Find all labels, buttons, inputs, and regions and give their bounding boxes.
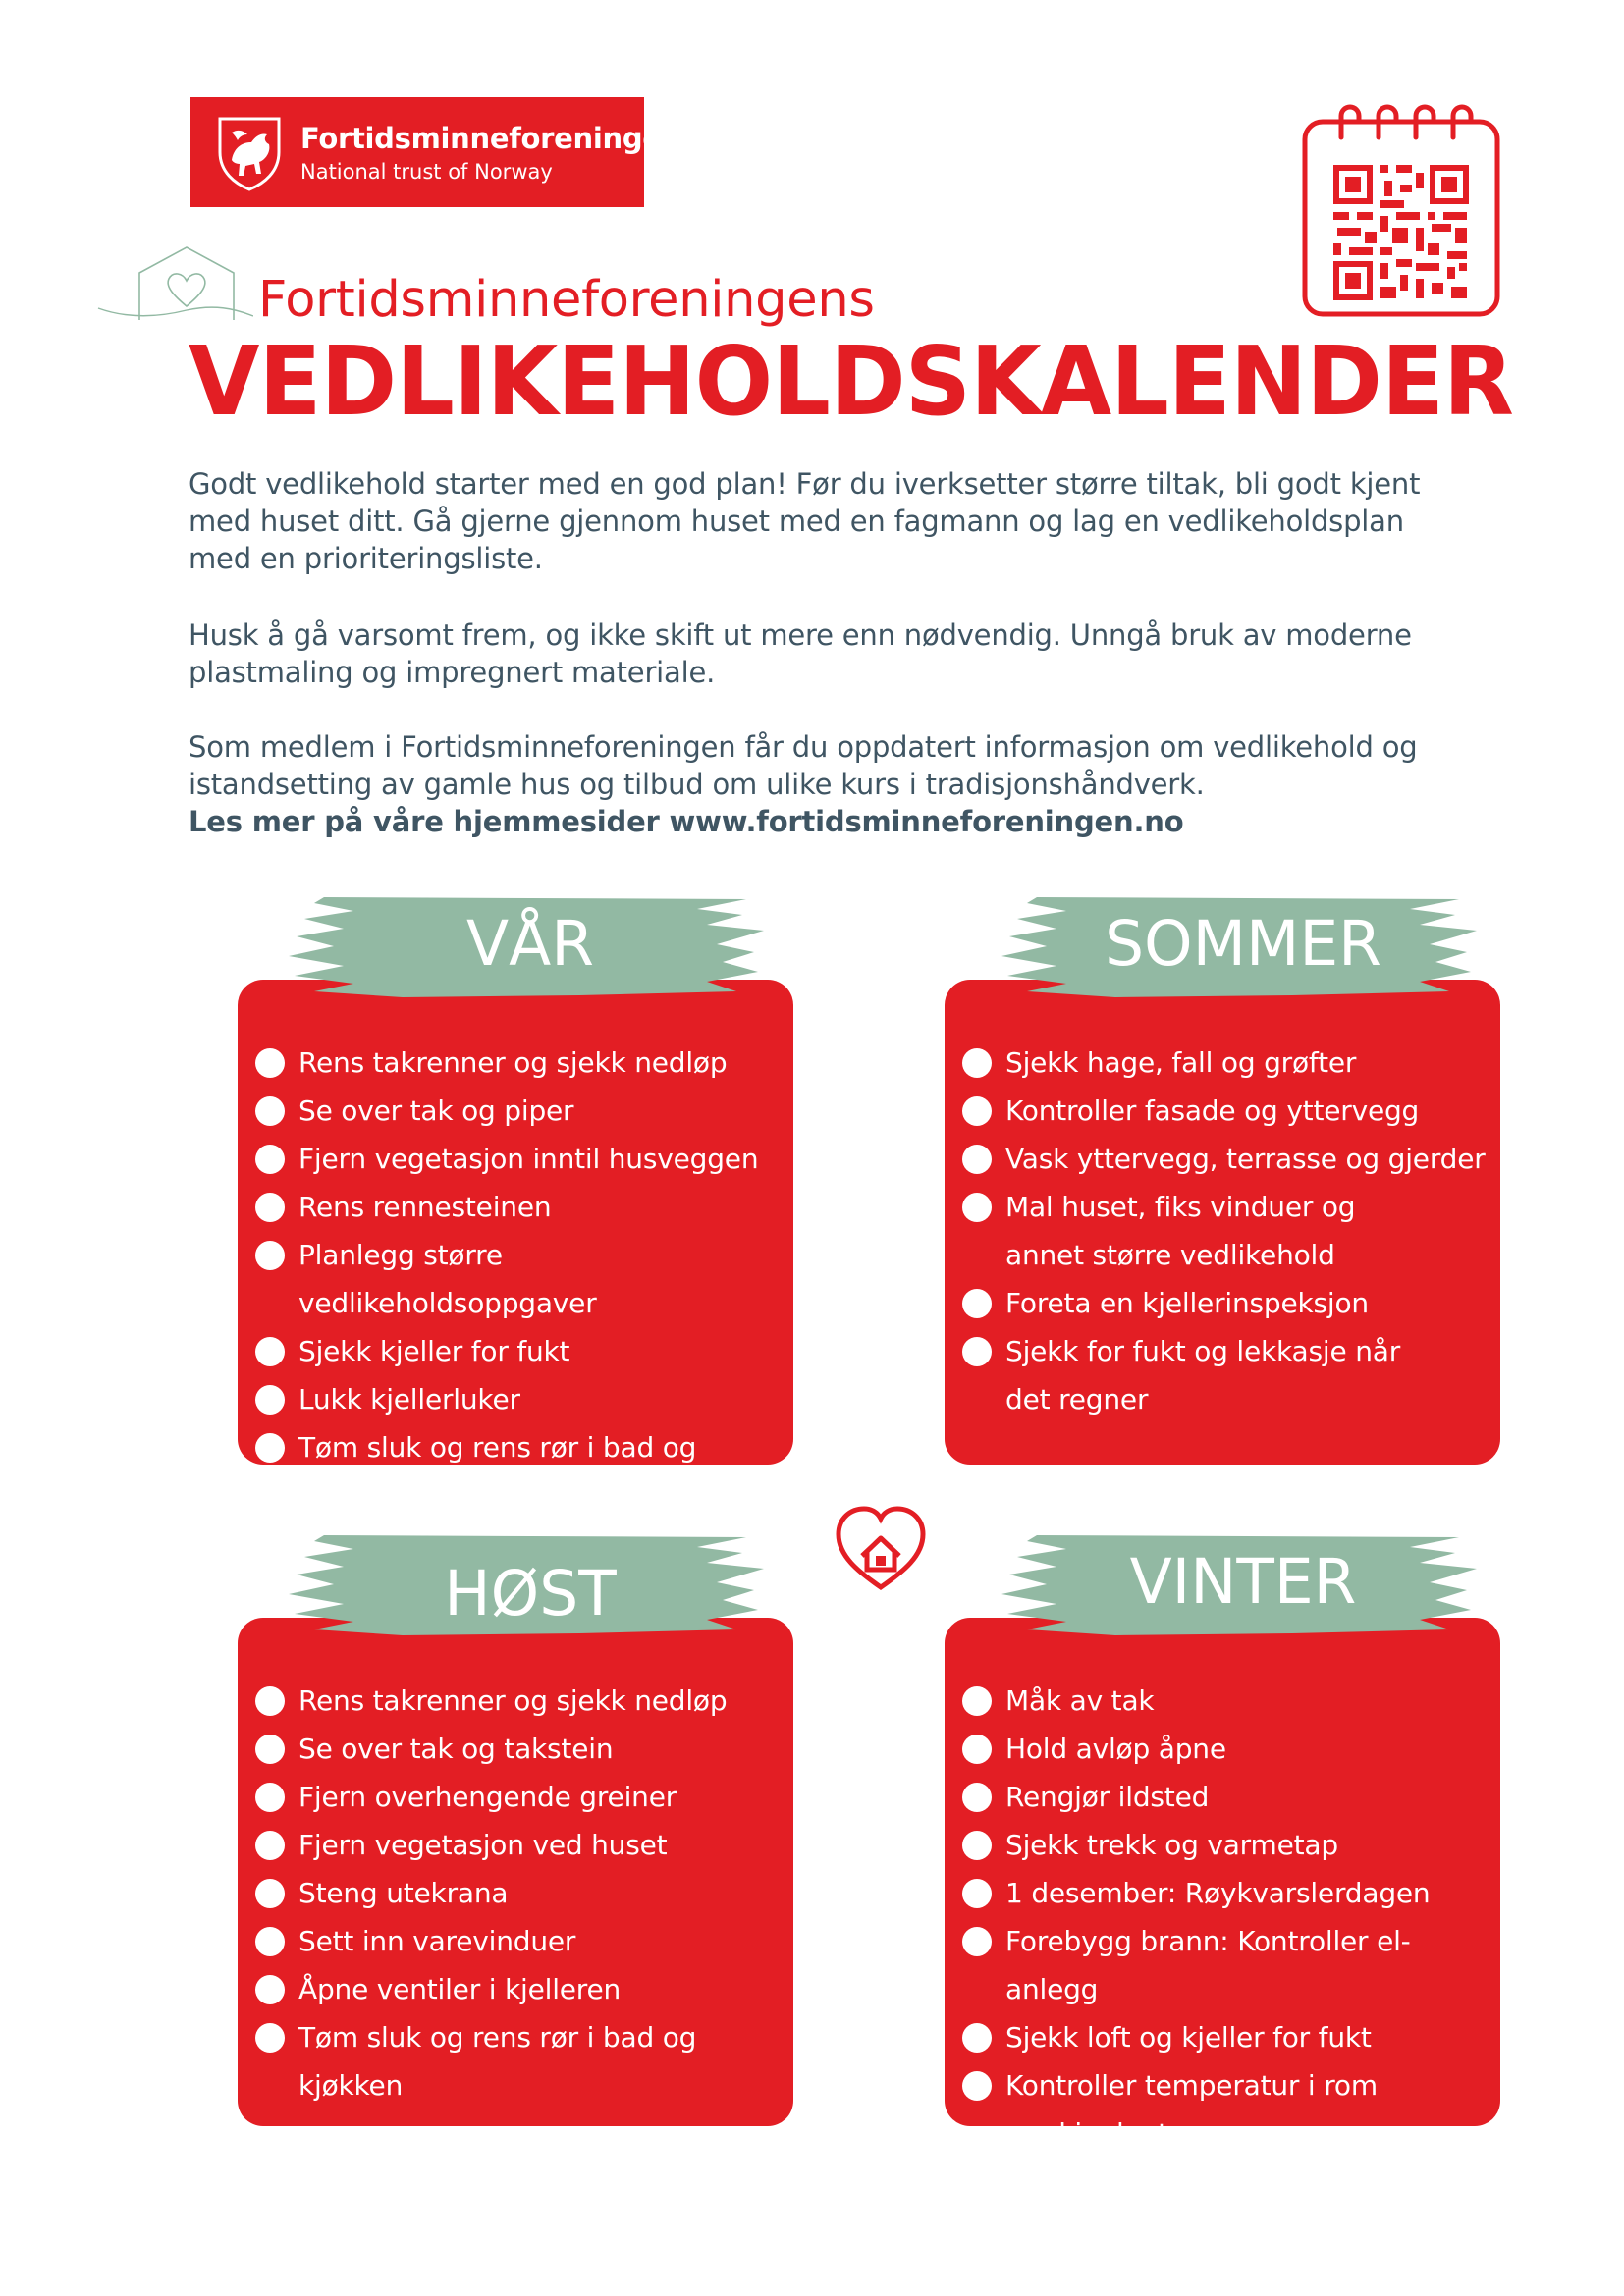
org-name: Fortidsminneforeningen bbox=[300, 122, 682, 155]
list-item[interactable]: Fjern vegetasjon inntil husveggen bbox=[255, 1135, 784, 1183]
website-link[interactable]: Les mer på våre hjemmesider www.fortidsminneforeningen.no bbox=[189, 805, 1184, 838]
autumn-card bbox=[238, 1618, 793, 2126]
autumn-checklist bbox=[255, 1677, 784, 2109]
summer-header bbox=[998, 893, 1489, 1001]
checkbox[interactable] bbox=[255, 1735, 285, 1764]
checkbox[interactable] bbox=[962, 2023, 992, 2053]
list-item[interactable]: Steng utekrana bbox=[255, 1869, 784, 1917]
winter-checklist bbox=[962, 1677, 1490, 2158]
spring-checklist bbox=[255, 1039, 784, 1520]
checkbox[interactable] bbox=[255, 1337, 285, 1366]
crest-icon bbox=[210, 113, 289, 191]
page-subtitle: Fortidsminneforeningens bbox=[258, 271, 875, 329]
list-item[interactable]: 1 desember: Røykvarslerdagen bbox=[962, 1869, 1490, 1917]
list-item[interactable]: Kontroller fasade og yttervegg bbox=[962, 1087, 1490, 1135]
list-item[interactable]: Tøm sluk og rens rør i bad og kjøkken bbox=[255, 2013, 784, 2109]
checkbox[interactable] bbox=[255, 1831, 285, 1860]
checkbox[interactable] bbox=[962, 1783, 992, 1812]
checkbox[interactable] bbox=[962, 1831, 992, 1860]
list-item[interactable]: Lukk kjellerluker bbox=[255, 1375, 784, 1423]
checkbox[interactable] bbox=[962, 1879, 992, 1908]
checkbox[interactable] bbox=[255, 1241, 285, 1270]
checkbox[interactable] bbox=[255, 1686, 285, 1716]
spring-title: VÅR bbox=[466, 908, 594, 980]
list-item[interactable]: Tøm sluk og rens rør i bad og kjøkken bbox=[255, 1423, 784, 1520]
list-item[interactable]: Rengjør ildsted bbox=[962, 1773, 1490, 1821]
checkbox[interactable] bbox=[255, 1783, 285, 1812]
list-item[interactable]: Måk av tak bbox=[962, 1677, 1490, 1725]
list-item[interactable]: Sjekk hage, fall og grøfter bbox=[962, 1039, 1490, 1087]
winter-title: VINTER bbox=[1129, 1546, 1357, 1618]
list-item[interactable]: Åpne ventiler i kjelleren bbox=[255, 1965, 784, 2013]
checkbox[interactable] bbox=[962, 1145, 992, 1174]
list-item[interactable]: Se over tak og takstein bbox=[255, 1725, 784, 1773]
list-item[interactable]: Sjekk trekk og varmetap bbox=[962, 1821, 1490, 1869]
checkbox[interactable] bbox=[255, 1193, 285, 1222]
checkbox[interactable] bbox=[255, 1048, 285, 1078]
checkbox[interactable] bbox=[962, 1735, 992, 1764]
checkbox[interactable] bbox=[255, 1927, 285, 1956]
house-outline-icon bbox=[96, 240, 253, 338]
winter-header bbox=[998, 1531, 1489, 1639]
checkbox[interactable] bbox=[255, 1096, 285, 1126]
summer-title: SOMMER bbox=[1105, 908, 1381, 980]
checkbox[interactable] bbox=[962, 1193, 992, 1222]
list-item[interactable]: Hold avløp åpne bbox=[962, 1725, 1490, 1773]
org-logo[interactable] bbox=[190, 97, 682, 207]
checkbox[interactable] bbox=[962, 2071, 992, 2101]
checkbox[interactable] bbox=[962, 1096, 992, 1126]
spring-card bbox=[238, 980, 793, 1512]
spring-header bbox=[285, 893, 776, 1001]
list-item[interactable]: Sett inn varevinduer bbox=[255, 1917, 784, 1965]
checkbox[interactable] bbox=[255, 2023, 285, 2053]
checkbox[interactable] bbox=[962, 1048, 992, 1078]
checkbox[interactable] bbox=[962, 1337, 992, 1366]
list-item[interactable]: Vask yttervegg, terrasse og gjerder bbox=[962, 1135, 1490, 1183]
intro-paragraph-2: Husk å gå varsomt frem, og ikke skift ut mere enn nødvendig. Unngå bruk av moderne plastmaling og impregnert materiale. bbox=[189, 618, 1412, 689]
intro-paragraph-1: Godt vedlikehold starter med en god plan! Før du iverksetter større tiltak, bli godt kjent med huset ditt. Gå gjerne gjennom huset med en fagmann og lag en vedlikeholdsplan med en prioriteringsliste. bbox=[189, 467, 1421, 575]
summer-card bbox=[945, 980, 1500, 1465]
list-item[interactable]: Rens takrenner og sjekk nedløp bbox=[255, 1039, 784, 1087]
org-subtitle: National trust of Norway bbox=[300, 160, 553, 184]
list-item[interactable]: Sjekk loft og kjeller for fukt bbox=[962, 2013, 1490, 2061]
intro-paragraph-3: Som medlem i Fortidsminneforeningen får du oppdatert informasjon om vedlikehold og istandsetting av gamle hus og tilbud om ulike kurs i tradisjonshåndverk. Les mer på våre hjemmesider www.fortidsminneforeningen.no bbox=[189, 728, 1465, 840]
list-item[interactable]: Foreta en kjellerinspeksjon bbox=[962, 1279, 1490, 1327]
page-title: VEDLIKEHOLDSKALENDER bbox=[189, 326, 1514, 437]
autumn-title: HØST bbox=[444, 1558, 617, 1629]
list-item[interactable]: Rens takrenner og sjekk nedløp bbox=[255, 1677, 784, 1725]
autumn-header bbox=[285, 1531, 776, 1639]
list-item[interactable]: Planlegg større vedlikeholdsoppgaver bbox=[255, 1231, 784, 1327]
checkbox[interactable] bbox=[962, 1927, 992, 1956]
checkbox[interactable] bbox=[962, 1289, 992, 1318]
list-item[interactable]: Se over tak og piper bbox=[255, 1087, 784, 1135]
checkbox[interactable] bbox=[255, 1433, 285, 1463]
checkbox[interactable] bbox=[255, 1975, 285, 2004]
list-item[interactable]: Kontroller temperatur i rom med innlagt vann bbox=[962, 2061, 1490, 2158]
list-item[interactable]: Fjern overhengende greiner bbox=[255, 1773, 784, 1821]
list-item[interactable]: Sjekk kjeller for fukt bbox=[255, 1327, 784, 1375]
checkbox[interactable] bbox=[255, 1385, 285, 1415]
list-item[interactable]: Fjern vegetasjon ved huset bbox=[255, 1821, 784, 1869]
list-item[interactable]: Sjekk for fukt og lekkasje når det regner bbox=[962, 1327, 1490, 1423]
list-item[interactable]: Mal huset, fiks vinduer og annet større vedlikehold bbox=[962, 1183, 1490, 1279]
list-item[interactable]: Rens rennesteinen bbox=[255, 1183, 784, 1231]
checkbox[interactable] bbox=[962, 1686, 992, 1716]
list-item[interactable]: Forebygg brann: Kontroller el-anlegg bbox=[962, 1917, 1490, 2013]
heart-house-icon bbox=[833, 1505, 929, 1593]
checkbox[interactable] bbox=[255, 1879, 285, 1908]
checkbox[interactable] bbox=[255, 1145, 285, 1174]
qr-code-icon[interactable] bbox=[1302, 98, 1500, 317]
winter-card bbox=[945, 1618, 1500, 2150]
summer-checklist bbox=[962, 1039, 1490, 1423]
